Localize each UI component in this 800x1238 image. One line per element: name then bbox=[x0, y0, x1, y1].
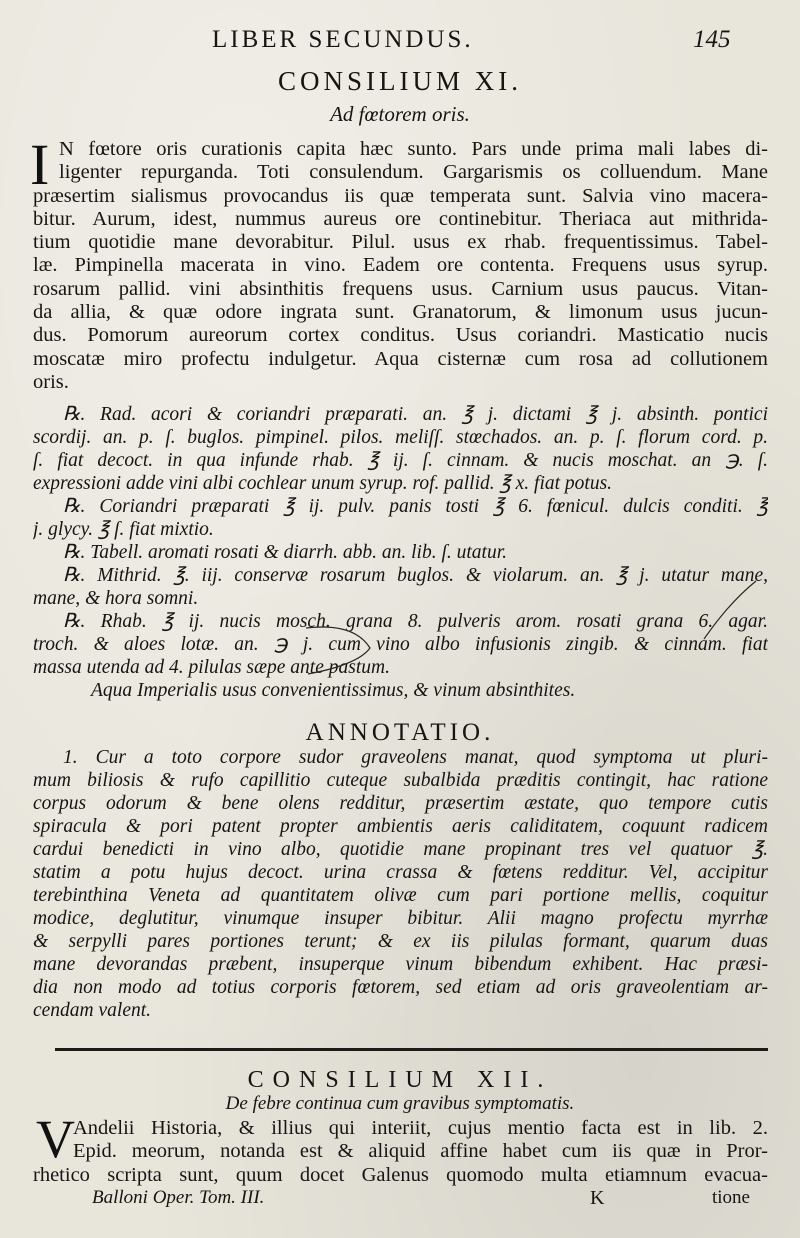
annotatio-line: statim a potu hujus decoct. urina crassa & fœtens redditur. Vel, accipitur bbox=[33, 862, 768, 883]
body-line: tium quotidie mane devorabitur. Pilul. usus ex rhab. frequentissimus. Tabel- bbox=[33, 231, 768, 254]
consilium-xii-title: CONSILIUM XII. bbox=[247, 1067, 553, 1093]
recipe-line: j. glycy. ℥ ſ. fiat mixtio. bbox=[33, 519, 214, 540]
running-header bbox=[0, 26, 800, 56]
consilium-xii-body bbox=[33, 1117, 768, 1187]
body-line: N fœtore oris curationis capita hæc sunto. Pars unde prima mali labes di- bbox=[59, 138, 768, 160]
recipe-line: Aqua Imperialis usus convenientissimus, & vinum absinthites. bbox=[91, 680, 576, 701]
page-number: 145 bbox=[693, 26, 731, 53]
consilium-xii-dropcap: V bbox=[36, 1109, 75, 1169]
recipe-line: massa utenda ad 4. pilulas sæpe ante pastum. bbox=[33, 657, 390, 678]
annotatio-line: & serpylli pares portiones terunt; & ex iis pilulas formant, quarum duas bbox=[33, 931, 768, 952]
recipe-line: ℞. Mithrid. ℥. iij. conservæ rosarum buglos. & violarum. an. ℥ j. utatur mane, bbox=[63, 565, 768, 586]
body-line: ligenter repurganda. Toti consulendum. Gargarismis os colluendum. Mane bbox=[59, 161, 768, 184]
body-line: Andelii Historia, & illius qui interiit, cujus mentio facta est in lib. 2. bbox=[73, 1117, 768, 1139]
annotatio-title: ANNOTATIO. bbox=[305, 719, 495, 746]
body-line: da allia, & quæ odore ingrata sunt. Granatorum, & limonum usus jucun- bbox=[33, 301, 768, 324]
body-line: Epid. meorum, notanda est & aliquid affine habet cum iis quæ in Pror- bbox=[73, 1140, 768, 1163]
consilium-xii-subtitle: De febre continua cum gravibus symptomatis. bbox=[225, 1093, 575, 1114]
recipe-line: ℞. Rad. acori & coriandri præparati. an. ℥ j. dictami ℥ j. absinth. pontici bbox=[63, 404, 768, 425]
recipe-line: scordij. an. p. ſ. buglos. pimpinel. pilos. meliſſ. stœchados. an. p. ſ. florum cord. p. bbox=[33, 427, 768, 448]
pen-underline-mark bbox=[300, 618, 380, 678]
consilium-xi-subtitle: Ad fœtorem oris. bbox=[330, 102, 470, 126]
annotatio-line: terebinthina Veneta ad quantitatem olivæ cum pari portione mellis, coquitur bbox=[33, 885, 768, 906]
annotatio-line: mum biliosis & rufo capillitio cuteque subalbida præditis contingit, hac ratione bbox=[33, 770, 768, 791]
consilium-xi-body bbox=[33, 138, 768, 394]
section-divider bbox=[55, 1048, 768, 1051]
sheet-mark: K bbox=[590, 1187, 605, 1209]
page-footer bbox=[0, 1187, 800, 1213]
signature-line: Balloni Oper. Tom. III. bbox=[92, 1187, 265, 1208]
annotatio-line: 1. Cur a toto corpore sudor graveolens manat, quod symptoma ut pluri- bbox=[63, 747, 768, 768]
annotatio-line: mane devorandas præbent, insuperque vinum bibendum exhibent. Hac præsi- bbox=[33, 954, 768, 975]
catchword: tione bbox=[712, 1187, 750, 1208]
body-line: rhetico scripta sunt, quum docet Galenus quomodo multa etiamnum evacua- bbox=[33, 1163, 768, 1186]
recipe-line: ℞. Coriandri præparati ℥ ij. pulv. panis tosti ℥ 6. fœnicul. dulcis conditi. ℥ bbox=[63, 496, 768, 517]
body-line: bitur. Aurum, idest, nummus aureus ore continebitur. Theriaca aut mithrida- bbox=[33, 207, 768, 230]
annotatio-line: corpus odorum & bene olens redditur, præsertim æstate, quo tempore cutis bbox=[33, 793, 768, 814]
body-line: rosarum pallid. vini absinthitis frequens usus. Carnium usus paucus. Vitan- bbox=[33, 277, 768, 300]
body-line: dus. Pomorum aureorum cortex conditus. Usus coriandri. Masticatio nucis bbox=[33, 324, 768, 347]
body-line: oris. bbox=[33, 370, 69, 393]
annotatio-line: cendam valent. bbox=[33, 1000, 152, 1021]
recipe-line: mane, & hora somni. bbox=[33, 588, 199, 609]
consilium-xi-dropcap: I bbox=[30, 132, 50, 197]
recipes-block bbox=[33, 403, 768, 702]
annotatio-line: dia non modo ad totius corporis fœtorem, sed etiam ad oris graveolentiam ar- bbox=[33, 977, 768, 998]
recipe-line: expressioni adde vini albi cochlear unum syrup. rof. pallid. ℥ x. fiat potus. bbox=[33, 473, 613, 494]
annotatio-line: spiracula & pori patent propter ambientis aeris caliditatem, coquunt radicem bbox=[33, 816, 768, 837]
recipe-line: ℞. Rhab. ℥ ij. nucis mosch. grana 8. pulveris arom. rosati grana 6. agar. bbox=[63, 611, 768, 632]
running-title: LIBER SECUNDUS. bbox=[212, 26, 474, 53]
annotatio-line: modice, deglutitur, vinumque insuper bibitur. Alii magno profectu myrrhæ bbox=[33, 908, 768, 929]
annotatio-line: cardui benedicti in vino albo, quotidie mane propinant tres vel quatuor ℥. bbox=[33, 839, 768, 860]
body-line: læ. Pimpinella macerata in vino. Eadem ore contenta. Frequens usus syrup. bbox=[33, 254, 768, 277]
recipe-line: troch. & aloes lotæ. an. ℈ j. cum vino albo infusionis zingib. & cinnam. fiat bbox=[33, 634, 768, 655]
recipe-line: ℞. Tabell. aromati rosati & diarrh. abb. an. lib. ſ. utatur. bbox=[63, 542, 508, 563]
body-line: moscatæ miro profectu indulgetur. Aqua cisternæ cum rosa ad collutionem bbox=[33, 347, 768, 370]
consilium-xi-title: CONSILIUM XI. bbox=[278, 66, 522, 96]
body-line: præsertim sialismus provocandus iis quæ temperata sunt. Salvia vino macera- bbox=[33, 184, 768, 207]
pen-stroke-mark bbox=[700, 575, 760, 645]
recipe-line: ſ. fiat decoct. in qua infunde rhab. ℥ ij. ſ. cinnam. & nucis moschat. an ℈. ſ. bbox=[33, 450, 768, 471]
annotatio-body bbox=[33, 746, 768, 1022]
